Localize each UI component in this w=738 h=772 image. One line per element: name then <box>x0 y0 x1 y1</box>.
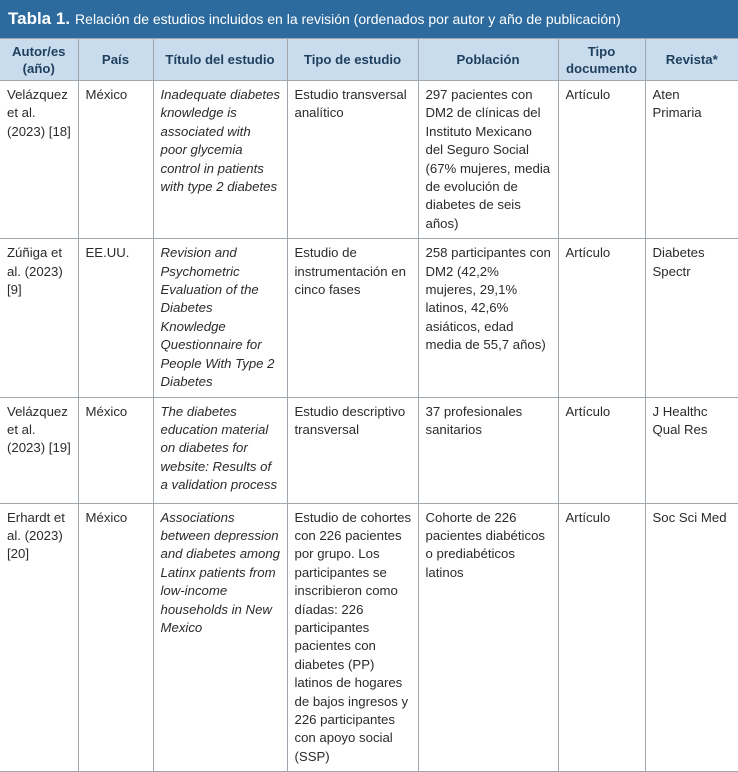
cell-title: Revision and Psychometric Evaluation of the Diabetes Knowledge Questionnaire for People With Type 2 Diabetes <box>153 239 287 397</box>
cell-doc-type: Artículo <box>558 503 645 772</box>
cell-country: EE.UU. <box>78 239 153 397</box>
cell-country: México <box>78 503 153 772</box>
cell-study-type: Estudio transversal analítico <box>287 81 418 239</box>
cell-country: México <box>78 81 153 239</box>
cell-country: México <box>78 397 153 503</box>
header-journal: Revista* <box>645 39 738 81</box>
table-row <box>0 503 738 772</box>
cell-population: 258 participantes con DM2 (42,2% mujeres, 29,1% latinos, 42,6% asiáticos, edad media de 55,7 años) <box>418 239 558 397</box>
table-row <box>0 239 738 397</box>
cell-journal: Aten Primaria <box>645 81 738 239</box>
table-row <box>0 81 738 239</box>
cell-journal: J Healthc Qual Res <box>645 397 738 503</box>
header-author: Autor/es (año) <box>0 39 78 81</box>
cell-title: The diabetes education material on diabetes for website: Results of a validation process <box>153 397 287 503</box>
table-number: Tabla 1. <box>8 9 71 28</box>
cell-author: Velázquez et al. (2023) [19] <box>0 397 78 503</box>
cell-journal: Diabetes Spectr <box>645 239 738 397</box>
header-title: Título del estudio <box>153 39 287 81</box>
cell-doc-type: Artículo <box>558 397 645 503</box>
cell-study-type: Estudio de instrumentación en cinco fases <box>287 239 418 397</box>
studies-table <box>0 38 738 772</box>
cell-author: Erhardt et al. (2023) [20] <box>0 503 78 772</box>
cell-population: 297 pacientes con DM2 de clínicas del Instituto Mexicano del Seguro Social (67% mujeres, media de evolución de diabetes de seis años) <box>418 81 558 239</box>
cell-title: Associations between depression and diabetes among Latinx patients from low-income households in New Mexico <box>153 503 287 772</box>
cell-study-type: Estudio descriptivo transversal <box>287 397 418 503</box>
cell-population: 37 profesionales sanitarios <box>418 397 558 503</box>
header-study-type: Tipo de estudio <box>287 39 418 81</box>
cell-doc-type: Artículo <box>558 239 645 397</box>
cell-author: Velázquez et al. (2023) [18] <box>0 81 78 239</box>
header-row <box>0 39 738 81</box>
cell-study-type: Estudio de cohortes con 226 pacientes por grupo. Los participantes se inscribieron como díadas: 226 participantes pacientes con diabetes (PP) latinos de hogares de bajos ingresos y 226 participantes con apoyo social (SSP) <box>287 503 418 772</box>
header-country: País <box>78 39 153 81</box>
header-doc-type: Tipo documento <box>558 39 645 81</box>
cell-title: Inadequate diabetes knowledge is associated with poor glycemia control in patients with type 2 diabetes <box>153 81 287 239</box>
cell-author: Zúñiga et al. (2023) [9] <box>0 239 78 397</box>
cell-doc-type: Artículo <box>558 81 645 239</box>
table-caption: Relación de estudios incluidos en la revisión (ordenados por autor y año de publicación) <box>75 11 621 27</box>
table-row <box>0 397 738 503</box>
table-title-bar <box>0 0 738 38</box>
cell-population: Cohorte de 226 pacientes diabéticos o prediabéticos latinos <box>418 503 558 772</box>
header-population: Población <box>418 39 558 81</box>
cell-journal: Soc Sci Med <box>645 503 738 772</box>
